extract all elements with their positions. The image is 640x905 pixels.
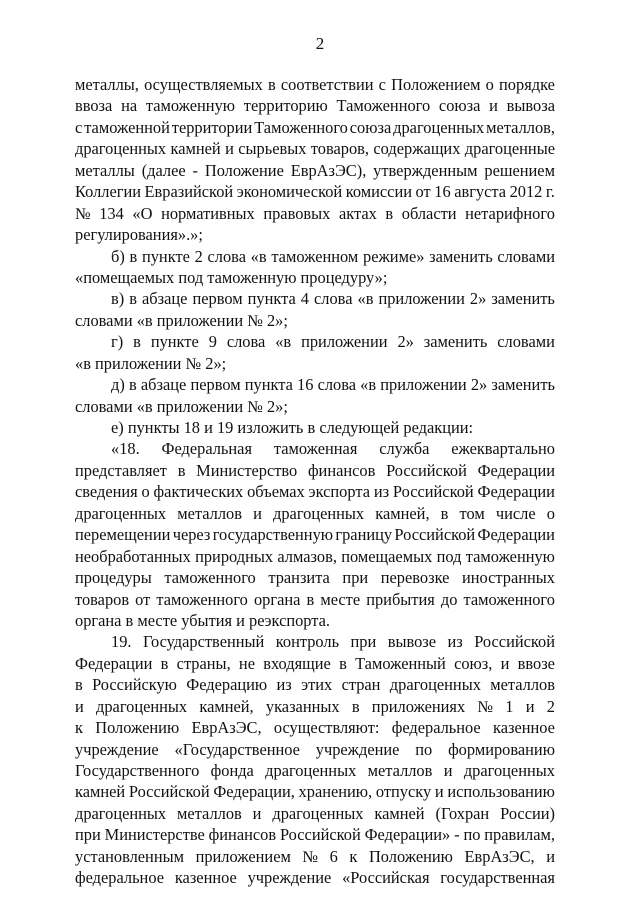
word: ежеквартально (451, 439, 555, 459)
word: драгоценных (75, 503, 167, 523)
word: драгоценных (75, 139, 167, 159)
word: августа (454, 182, 507, 202)
word: территорию (243, 96, 328, 116)
word: 2» (397, 332, 414, 352)
word: правилам, (484, 825, 555, 845)
word: перевозке (380, 568, 450, 588)
word: д) (111, 375, 125, 395)
word: камней (374, 803, 425, 823)
word: «в приложении № 2»; (75, 353, 227, 373)
word: под (436, 546, 462, 566)
word: казенное (492, 718, 555, 738)
word: заменить (491, 375, 555, 395)
text-line (75, 503, 555, 524)
word: Российской (474, 632, 555, 652)
word: приложении (301, 332, 388, 352)
text-line (75, 267, 555, 288)
word: словами «в приложении № 2»; (75, 310, 288, 330)
text-line (75, 374, 555, 395)
word: необработанных (75, 546, 191, 566)
word: № (75, 203, 91, 223)
word: по (463, 825, 481, 845)
word: в) (111, 289, 125, 309)
word: Таможенного (336, 96, 431, 116)
word: в (129, 246, 138, 266)
word: таможенного (164, 568, 256, 588)
word: драгоценных (75, 803, 167, 823)
word: в (160, 653, 169, 673)
word: камней (170, 139, 221, 159)
word: осуществляют: (273, 718, 380, 738)
word: режиме» (363, 246, 425, 266)
word: абзаце (140, 375, 187, 395)
word: «Российская (342, 868, 430, 888)
word: таможенного (463, 589, 555, 609)
word: таможенного (156, 589, 248, 609)
word: правовых (263, 203, 331, 223)
word: государственную (212, 525, 334, 545)
word: страны, (176, 653, 231, 673)
word: на (121, 96, 138, 116)
word: служба (379, 439, 430, 459)
word: таможенная (273, 439, 358, 459)
text-line (75, 567, 555, 588)
word: транзита (268, 568, 330, 588)
word: Федерации» (364, 825, 451, 845)
word: в (267, 75, 276, 94)
word: «18. (111, 439, 140, 459)
word: и (500, 653, 510, 673)
word: алмазов, (277, 546, 337, 566)
word: сведения (75, 482, 138, 502)
text-line (75, 138, 555, 159)
word: и (525, 696, 535, 716)
word: заменить (423, 332, 488, 352)
word: 16 (434, 182, 451, 202)
word: «в (360, 375, 377, 395)
word: от (415, 182, 431, 202)
word: и (443, 761, 453, 780)
text-line (75, 524, 555, 545)
text-line (75, 310, 555, 331)
text-line (75, 867, 555, 888)
word: указанных (265, 696, 340, 716)
word: в (75, 675, 83, 695)
word: г. (545, 182, 555, 202)
word: в (306, 589, 315, 609)
text-line (75, 438, 555, 459)
text-line (75, 696, 555, 717)
word: ввозе (517, 653, 555, 673)
text-line (75, 739, 555, 760)
word: Министерстве (104, 825, 205, 845)
word: ЕврАзЭС, (464, 846, 535, 866)
word: таможенную (145, 96, 236, 116)
word: приложениях (371, 696, 466, 716)
word: союз, (454, 653, 493, 673)
word: контроль (275, 632, 340, 652)
word: 2» (469, 289, 487, 309)
word: содержащих (373, 139, 461, 159)
word: 4 (300, 289, 309, 309)
word: от (135, 589, 151, 609)
word: приложении (380, 375, 467, 395)
word: заменить (491, 289, 555, 309)
text-line (75, 717, 555, 738)
word: Российскую (92, 675, 177, 695)
word: и (225, 139, 234, 159)
word: Российской (394, 525, 476, 545)
word: представляет (75, 460, 167, 480)
word: этих (301, 675, 333, 695)
word: перемещении (75, 525, 171, 545)
word: в (128, 375, 137, 395)
word: федеральное (75, 868, 165, 888)
word: экономической (236, 182, 343, 202)
word: № (302, 846, 319, 866)
word: «в (357, 289, 374, 309)
word: фонда (210, 761, 254, 780)
word: Российской (128, 782, 210, 802)
word: и (434, 782, 444, 802)
text-line (75, 288, 555, 309)
word: ЕврАзЭС), (290, 160, 367, 180)
word: и (546, 846, 555, 866)
word: союза (438, 96, 481, 116)
word: г) (111, 332, 124, 352)
text-line (75, 117, 555, 138)
word: помещаемых (341, 546, 433, 566)
word: нетарифного (465, 203, 555, 223)
word: Положением (391, 75, 481, 94)
text-line (75, 460, 555, 481)
word: хранению, (298, 782, 373, 802)
word: Федерацию (186, 675, 268, 695)
word: камней, (199, 696, 254, 716)
word: вывозе (387, 632, 437, 652)
word: драгоценных (463, 761, 555, 780)
word: границу (335, 525, 393, 545)
word: не (238, 653, 255, 673)
word: в (339, 653, 347, 673)
word: учреждение (75, 739, 159, 759)
word: из (373, 482, 390, 502)
word: о (141, 482, 150, 502)
word: регулирования».»; (75, 225, 203, 245)
word: таможенной (84, 117, 170, 137)
word: и (252, 803, 262, 823)
word: 134 (99, 203, 124, 223)
word: Положению (95, 718, 180, 738)
word: первом (192, 289, 243, 309)
word: том (459, 503, 485, 523)
word: установленным (75, 846, 184, 866)
word: словами «в приложении № 2»; (75, 396, 288, 416)
word: комиссии (345, 182, 412, 202)
word: 9 (208, 332, 217, 352)
word: камней, (375, 503, 430, 523)
word: таможенном (271, 246, 359, 266)
word: природных (195, 546, 274, 566)
word: драгоценных (393, 117, 485, 137)
word: финансов (307, 460, 376, 480)
word: стран (341, 675, 381, 695)
word: абзаце (142, 289, 188, 309)
text-line (75, 846, 555, 867)
word: «Государственное (174, 739, 300, 759)
word: 6 (329, 846, 338, 866)
word: органа в месте убытия и реэкспорта. (75, 610, 331, 630)
word: Федеральная (161, 439, 252, 459)
word: и (253, 503, 262, 523)
word: осуществляемых (144, 75, 263, 94)
text-line (75, 396, 555, 417)
word: 2012 (509, 182, 543, 202)
word: формированию (448, 739, 555, 759)
word: драгоценных (265, 761, 357, 780)
word: товаров, (310, 139, 370, 159)
word: Российской (392, 482, 474, 502)
word: б) (111, 246, 125, 266)
word: из (276, 675, 292, 695)
word: учреждение (247, 868, 332, 888)
word: в (133, 332, 141, 352)
word: Федерации (477, 460, 555, 480)
word: Федерации (477, 525, 555, 545)
word: ввоза (75, 96, 113, 116)
word: металлов (490, 675, 555, 695)
text-line (75, 95, 555, 116)
word: Государственного (75, 761, 200, 780)
word: и (489, 96, 498, 116)
word: драгоценных (389, 675, 481, 695)
word: процедуры (75, 568, 152, 588)
word: 2 (546, 696, 555, 716)
word: объемах (247, 482, 305, 502)
word: слова (207, 246, 246, 266)
word: казенное (174, 868, 237, 888)
word: иностранных (461, 568, 555, 588)
word: Положение (204, 160, 284, 180)
word: - (192, 160, 198, 180)
document-body (75, 74, 555, 889)
word: «в (275, 332, 292, 352)
word: словами (497, 246, 555, 266)
word: России) (500, 803, 555, 823)
word: слова (314, 289, 353, 309)
word: сырьевых (238, 139, 307, 159)
word: Федерации, (213, 782, 295, 802)
word: 16 (297, 375, 314, 395)
text-line (75, 824, 555, 845)
word: по (415, 739, 433, 759)
text-line (75, 781, 555, 802)
text-line (75, 353, 555, 374)
word: первом (190, 375, 241, 395)
word: территории (171, 117, 253, 137)
word: Коллегии (75, 182, 141, 202)
word: прибытия (366, 589, 435, 609)
text-line (75, 224, 555, 245)
word: государственная (440, 868, 555, 888)
word: приложении (378, 289, 465, 309)
word: словами (497, 332, 555, 352)
text-line (75, 803, 555, 824)
word: к (75, 718, 83, 738)
text-line (75, 589, 555, 610)
word: вывоза (506, 96, 555, 116)
word: в (177, 460, 186, 480)
word: приложением (195, 846, 291, 866)
word: учреждение (315, 739, 400, 759)
word: союза (349, 117, 392, 137)
word: заменить (429, 246, 493, 266)
text-line (75, 631, 555, 652)
word: пункта (244, 375, 293, 395)
text-line (75, 181, 555, 202)
word: актах (338, 203, 377, 223)
word: в (440, 503, 449, 523)
text-line (75, 610, 555, 631)
word: до (440, 589, 458, 609)
word: утвержденным (373, 160, 478, 180)
word: 19. (111, 632, 132, 652)
word: ЕврАзЭС, (191, 718, 262, 738)
text-line (75, 160, 555, 181)
word: месте (320, 589, 361, 609)
word: Российской (386, 460, 467, 480)
text-line (75, 674, 555, 695)
word: Положению (368, 846, 453, 866)
text-line (75, 246, 555, 267)
word: драгоценные (464, 139, 555, 159)
word: «О (132, 203, 153, 223)
word: нормативных (161, 203, 255, 223)
word: при (342, 568, 369, 588)
word: № (477, 696, 494, 716)
word: Министерство (196, 460, 298, 480)
word: металлы (75, 160, 135, 180)
word: 1 (505, 696, 514, 716)
word: металлов, (486, 117, 555, 137)
text-line (75, 74, 555, 95)
word: с (378, 75, 386, 94)
word: из (447, 632, 463, 652)
word: камней (75, 782, 126, 802)
text-line (75, 417, 555, 438)
word: о (485, 75, 494, 94)
word: при (350, 632, 377, 652)
word: через (172, 525, 211, 545)
text-line (75, 203, 555, 224)
word: пункте (150, 332, 199, 352)
word: Евразийской (144, 182, 234, 202)
word: к (349, 846, 358, 866)
word: экспорта (308, 482, 370, 502)
word: финансов (208, 825, 277, 845)
text-line (75, 760, 555, 781)
word: Таможенный (355, 653, 446, 673)
word: Государственный (142, 632, 265, 652)
word: 2» (470, 375, 488, 395)
word: товаров (75, 589, 130, 609)
word: соответствии (280, 75, 374, 94)
word: фактических (153, 482, 244, 502)
text-line (75, 481, 555, 502)
word: Федерации (477, 482, 555, 502)
text-line (75, 653, 555, 674)
word: использованию (447, 782, 555, 802)
word: драгоценных (96, 696, 188, 716)
word: драгоценных (273, 503, 365, 523)
word: отпуску (375, 782, 432, 802)
word: о (546, 503, 555, 523)
word: Федерации (75, 653, 153, 673)
word: числе (495, 503, 536, 523)
word: в (385, 203, 394, 223)
word: порядке (499, 75, 555, 94)
word: органа (253, 589, 301, 609)
word: металлов (177, 803, 242, 823)
word: федеральное (391, 718, 481, 738)
word: решением (484, 160, 555, 180)
word: области (401, 203, 457, 223)
word: при (75, 825, 101, 845)
word: входящие (263, 653, 331, 673)
word: металлов (177, 503, 242, 523)
word: пункте (141, 246, 190, 266)
word: 2 (194, 246, 203, 266)
word: с (75, 117, 83, 137)
word: (далее (141, 160, 186, 180)
word: Российской (279, 825, 361, 845)
word: Таможенного (254, 117, 348, 137)
word: - (454, 825, 460, 845)
text-line (75, 546, 555, 567)
word: таможенную (465, 546, 555, 566)
word: (Гохран (435, 803, 490, 823)
page-number: 2 (315, 34, 325, 53)
text-line (75, 331, 555, 352)
word: слова (226, 332, 266, 352)
word: драгоценных (272, 803, 364, 823)
word: в (129, 289, 137, 309)
word: и (75, 696, 84, 716)
word: «помещаемых под таможенную процедуру»; (75, 267, 388, 287)
word: металлы, (75, 75, 139, 94)
word: пункта (247, 289, 296, 309)
word: металлов (367, 761, 433, 780)
word: е) пункты 18 и 19 изложить в следующей редакции: (111, 418, 474, 437)
word: в (351, 696, 360, 716)
word: слова (317, 375, 357, 395)
word: «в (250, 246, 267, 266)
